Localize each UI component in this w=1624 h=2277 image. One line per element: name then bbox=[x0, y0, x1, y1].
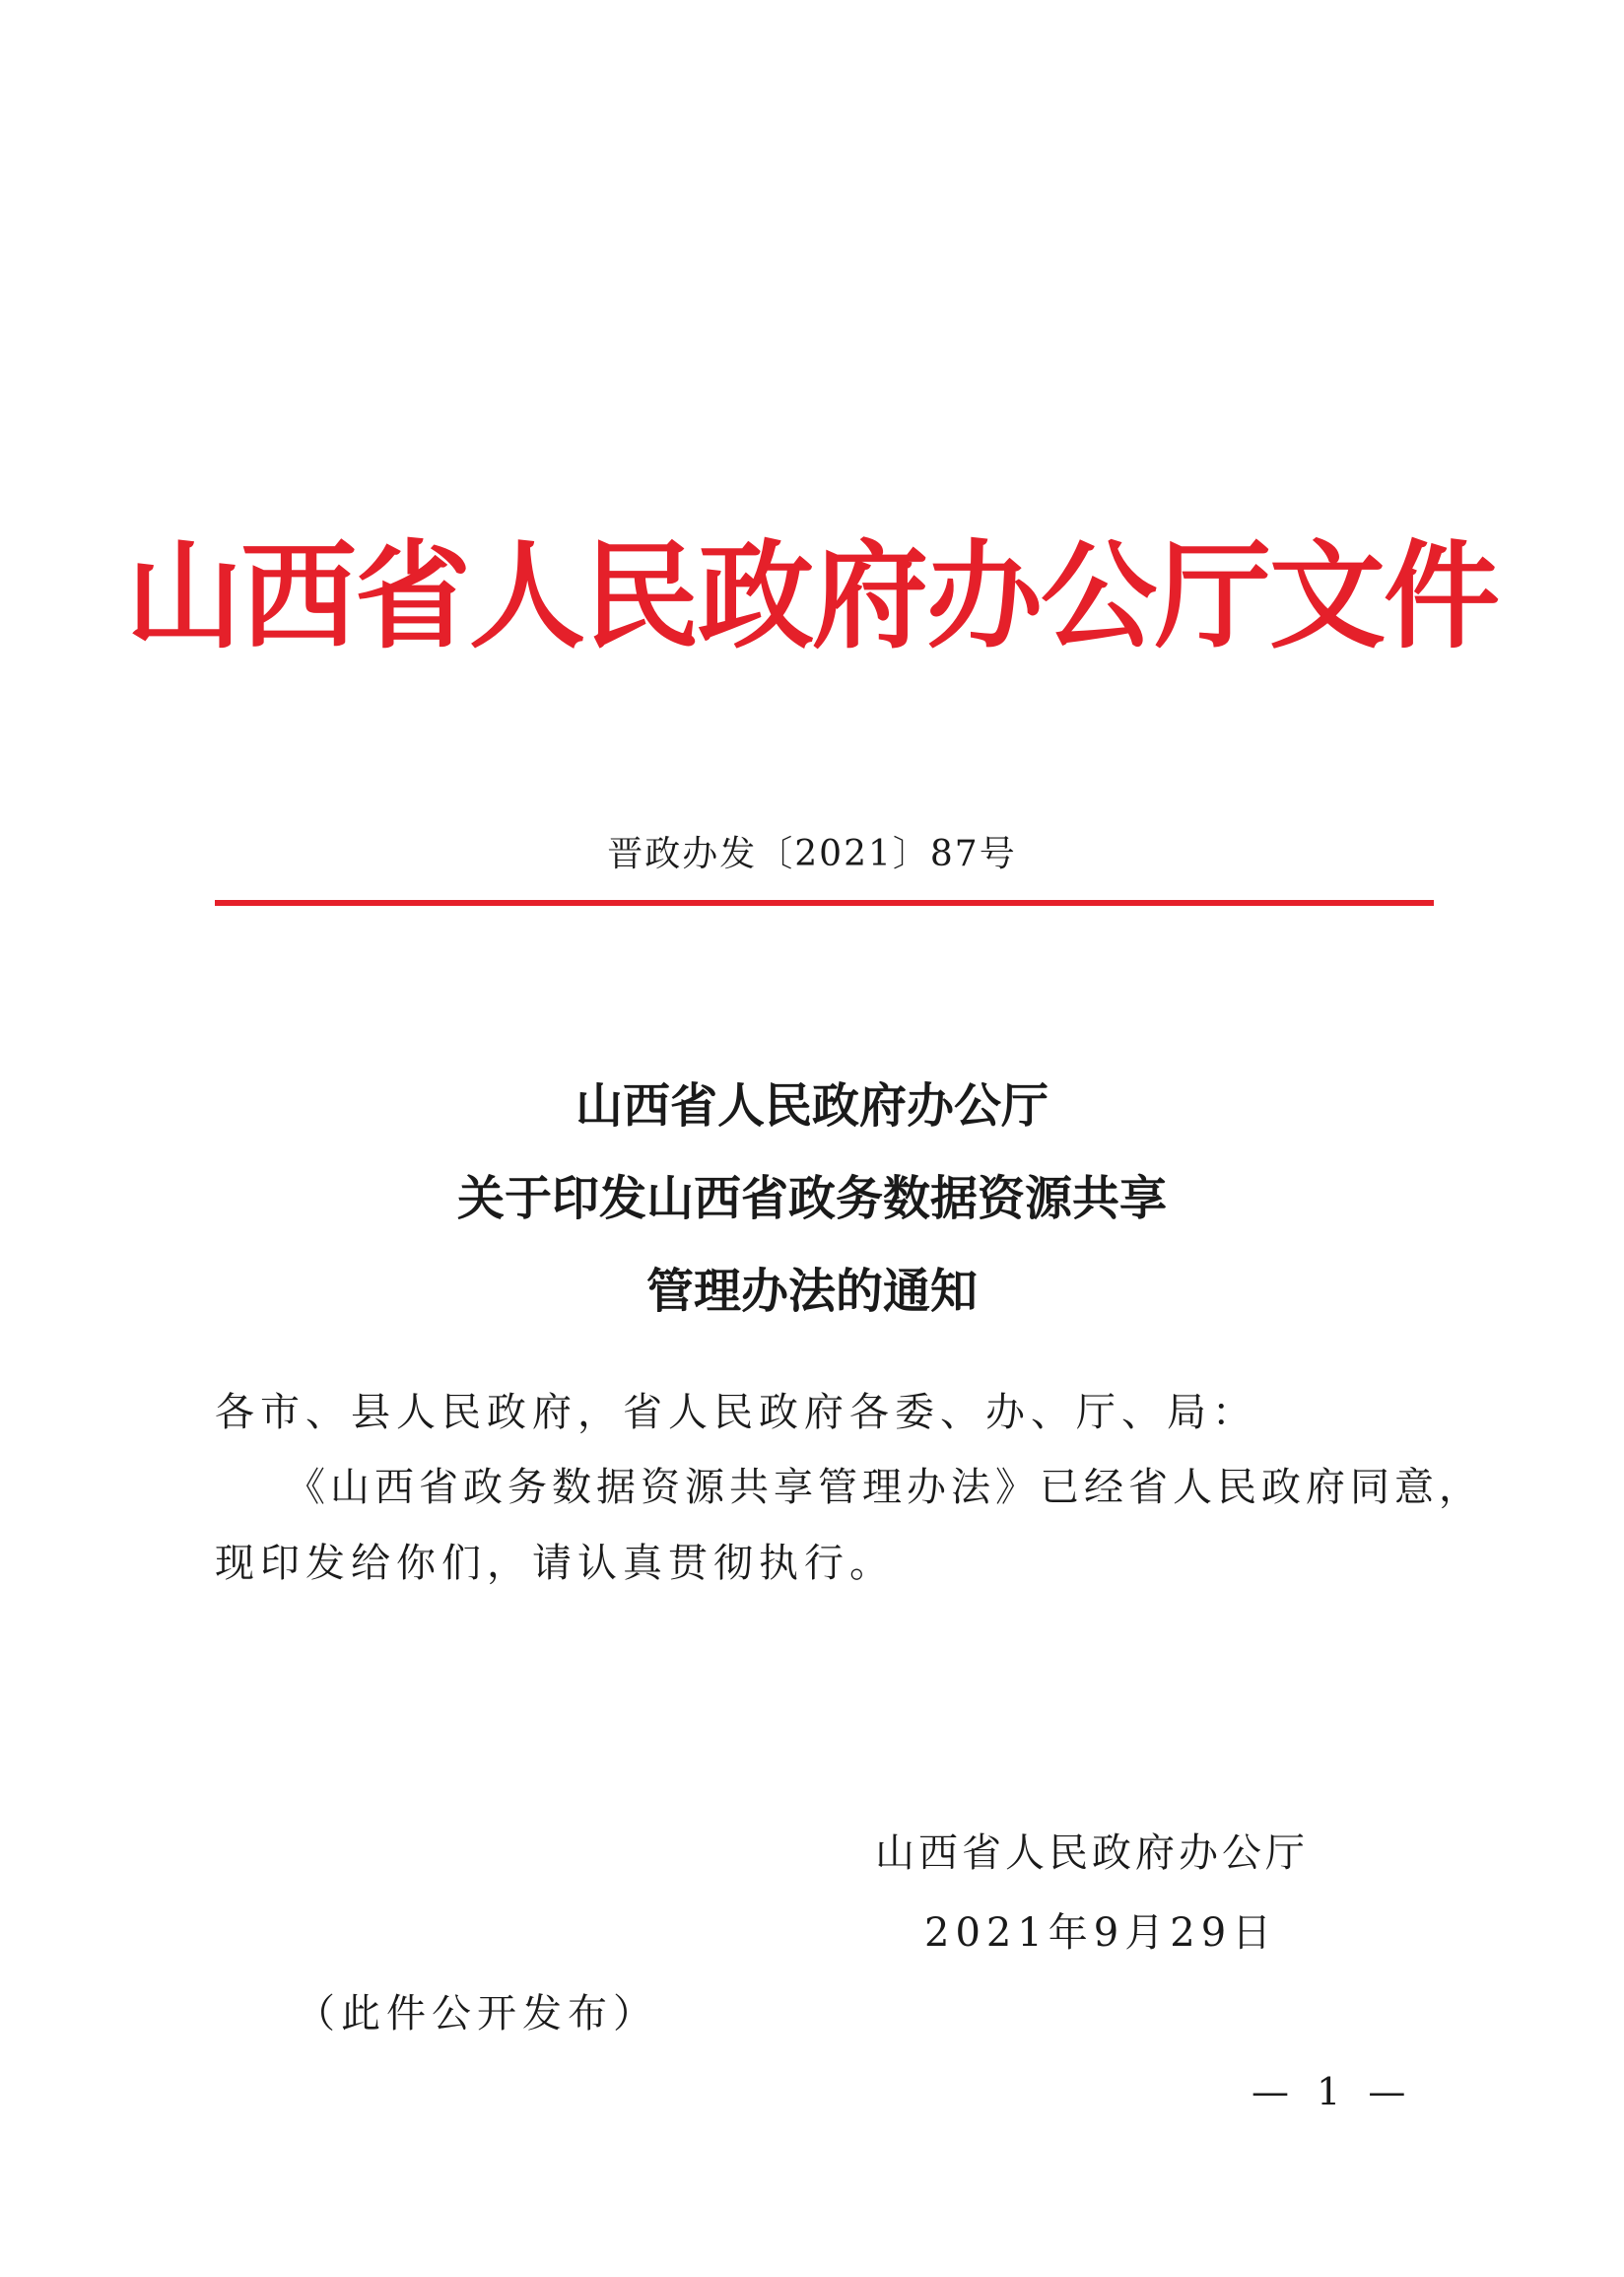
signature-date: 2021年9月29日 bbox=[924, 1910, 1278, 1956]
page-number: — 1 — bbox=[1252, 2070, 1414, 2113]
body-paragraph-line-1: 《山西省政务数据资源共享管理办法》已经省人民政府同意， bbox=[286, 1465, 1483, 1510]
title-line-3: 管理办法的通知 bbox=[645, 1264, 978, 1319]
salutation: 各市、县人民政府，省人民政府各委、办、厅、局： bbox=[215, 1390, 1257, 1435]
masthead-title: 山西省人民政府办公厅文件 bbox=[125, 527, 1498, 664]
document-number: 晋政办发〔2021〕87号 bbox=[607, 834, 1017, 874]
title-line-2: 关于印发山西省政务数据资源共享 bbox=[456, 1171, 1167, 1226]
body-paragraph-line-2: 现印发给你们，请认真贯彻执行。 bbox=[215, 1541, 895, 1586]
document-title bbox=[0, 1060, 1624, 1338]
title-line-1: 山西省人民政府办公厅 bbox=[575, 1078, 1049, 1134]
red-separator-line bbox=[215, 900, 1434, 906]
disclosure-note: （此件公开发布） bbox=[296, 1991, 658, 2036]
signature-issuer: 山西省人民政府办公厅 bbox=[875, 1830, 1309, 1876]
